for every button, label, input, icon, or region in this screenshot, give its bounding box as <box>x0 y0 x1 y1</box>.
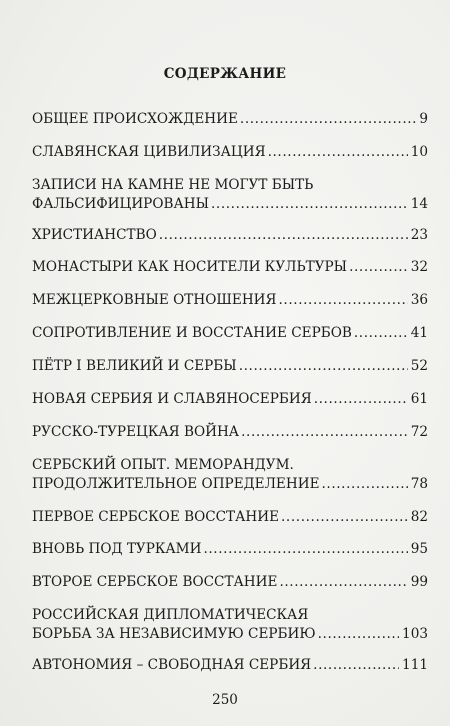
toc-entry-title: НОВАЯ СЕРБИЯ И СЛАВЯНОСЕРБИЯ <box>32 391 312 407</box>
toc-entry-title: ЗАПИСИ НА КАМНЕ НЕ МОГУТ БЫТЬ <box>32 177 314 193</box>
dot-leader <box>159 226 408 245</box>
dot-leader <box>240 110 416 129</box>
toc-entry-page: 78 <box>410 476 428 492</box>
toc-entry <box>32 110 428 129</box>
dot-leader <box>349 258 408 277</box>
toc-entry-title: МЕЖЦЕРКОВНЫЕ ОТНОШЕНИЯ <box>32 292 277 308</box>
toc-entry-title: ПРОДОЛЖИТЕЛЬНОЕ ОПРЕДЕЛЕНИЕ <box>32 476 320 492</box>
toc-entry-line <box>32 625 428 644</box>
toc-entry-line <box>32 258 428 277</box>
toc-entry-line <box>32 456 428 475</box>
toc-entry-page: 103 <box>402 626 428 642</box>
toc-entry <box>32 143 428 162</box>
toc-entry <box>32 324 428 343</box>
toc-entry-page: 23 <box>410 227 428 243</box>
toc-entry-page: 111 <box>402 657 428 673</box>
toc-entry-line <box>32 508 428 527</box>
toc-entry-line <box>32 390 428 409</box>
toc-entry-line <box>32 110 428 129</box>
toc-entry-page: 9 <box>419 111 428 127</box>
toc-entry-title: СЕРБСКИЙ ОПЫТ. МЕМОРАНДУМ. <box>32 457 294 473</box>
toc-entry-line <box>32 226 428 245</box>
toc-entry-line <box>32 475 428 494</box>
toc-entry-line <box>32 291 428 310</box>
toc-entry-title: ОБЩЕЕ ПРОИСХОЖДЕНИЕ <box>32 111 238 127</box>
toc-entry-line <box>32 324 428 343</box>
dot-leader <box>354 324 408 343</box>
page-number: 250 <box>212 692 238 708</box>
toc-entry-title: ФАЛЬСИФИЦИРОВАНЫ <box>32 196 209 212</box>
dot-leader <box>279 291 408 310</box>
toc-entry <box>32 540 428 559</box>
toc-entry-line <box>32 357 428 376</box>
toc-entry-title: ПЁТР I ВЕЛИКИЙ И СЕРБЫ <box>32 358 237 374</box>
toc-entry-title: ВТОРОЕ СЕРБСКОЕ ВОССТАНИЕ <box>32 574 278 590</box>
dot-leader <box>239 357 408 376</box>
toc-entry-line <box>32 143 428 162</box>
toc-entry <box>32 226 428 245</box>
toc-entry-page: 72 <box>410 424 428 440</box>
toc-entry <box>32 508 428 527</box>
toc-entry-page: 41 <box>410 325 428 341</box>
toc-entry-title: БОРЬБА ЗА НЕЗАВИСИМУЮ СЕРБИЮ <box>32 626 316 642</box>
dot-leader <box>241 423 408 442</box>
dot-leader <box>318 625 399 644</box>
toc-entry-page: 10 <box>410 144 428 160</box>
toc-entry-page: 32 <box>410 259 428 275</box>
dot-leader <box>203 540 407 559</box>
dot-leader <box>313 656 399 675</box>
toc-entry-line <box>32 195 428 214</box>
toc-entry-title: РУССКО-ТУРЕЦКАЯ ВОЙНА <box>32 424 240 440</box>
toc-entry-title: ПЕРВОЕ СЕРБСКОЕ ВОССТАНИЕ <box>32 509 280 525</box>
toc-entry <box>32 291 428 310</box>
toc-entry-title: РОССИЙСКАЯ ДИПЛОМАТИЧЕСКАЯ <box>32 607 309 623</box>
toc-entry-title: ХРИСТИАНСТВО <box>32 227 157 243</box>
toc-entry <box>32 423 428 442</box>
toc-entry-title: МОНАСТЫРИ КАК НОСИТЕЛИ КУЛЬТУРЫ <box>32 259 348 275</box>
dot-leader <box>211 195 408 214</box>
toc-entry-page: 61 <box>410 391 428 407</box>
toc-entry-line <box>32 656 428 675</box>
toc-title: СОДЕРЖАНИЕ <box>163 66 287 82</box>
dot-leader <box>281 508 408 527</box>
toc-entry <box>32 606 428 644</box>
toc-entry <box>32 390 428 409</box>
dot-leader <box>279 573 407 592</box>
toc-entry-title: АВТОНОМИЯ – СВОБОДНАЯ СЕРБИЯ <box>32 657 312 673</box>
toc-entry <box>32 176 428 214</box>
toc-entry-page: 52 <box>410 358 428 374</box>
toc-entry-line <box>32 176 428 195</box>
toc-entry-page: 95 <box>410 541 428 557</box>
toc-entry <box>32 456 428 494</box>
toc-entry-page: 14 <box>410 196 428 212</box>
toc-entry-page: 36 <box>410 292 428 308</box>
toc-entry-line <box>32 423 428 442</box>
toc-entry-line <box>32 540 428 559</box>
toc-entry-title: СЛАВЯНСКАЯ ЦИВИЛИЗАЦИЯ <box>32 144 266 160</box>
toc-entry <box>32 656 428 675</box>
toc-entry-line <box>32 606 428 625</box>
dot-leader <box>314 390 408 409</box>
toc-entry <box>32 258 428 277</box>
toc-entry-title: СОПРОТИВЛЕНИЕ И ВОССТАНИЕ СЕРБОВ <box>32 325 352 341</box>
toc-entry-page: 82 <box>410 509 428 525</box>
toc-entry-title: ВНОВЬ ПОД ТУРКАМИ <box>32 541 202 557</box>
toc-entry <box>32 573 428 592</box>
toc-entry-line <box>32 573 428 592</box>
toc-entry-page: 99 <box>410 574 428 590</box>
dot-leader <box>322 475 408 494</box>
dot-leader <box>268 143 408 162</box>
toc-entry <box>32 357 428 376</box>
